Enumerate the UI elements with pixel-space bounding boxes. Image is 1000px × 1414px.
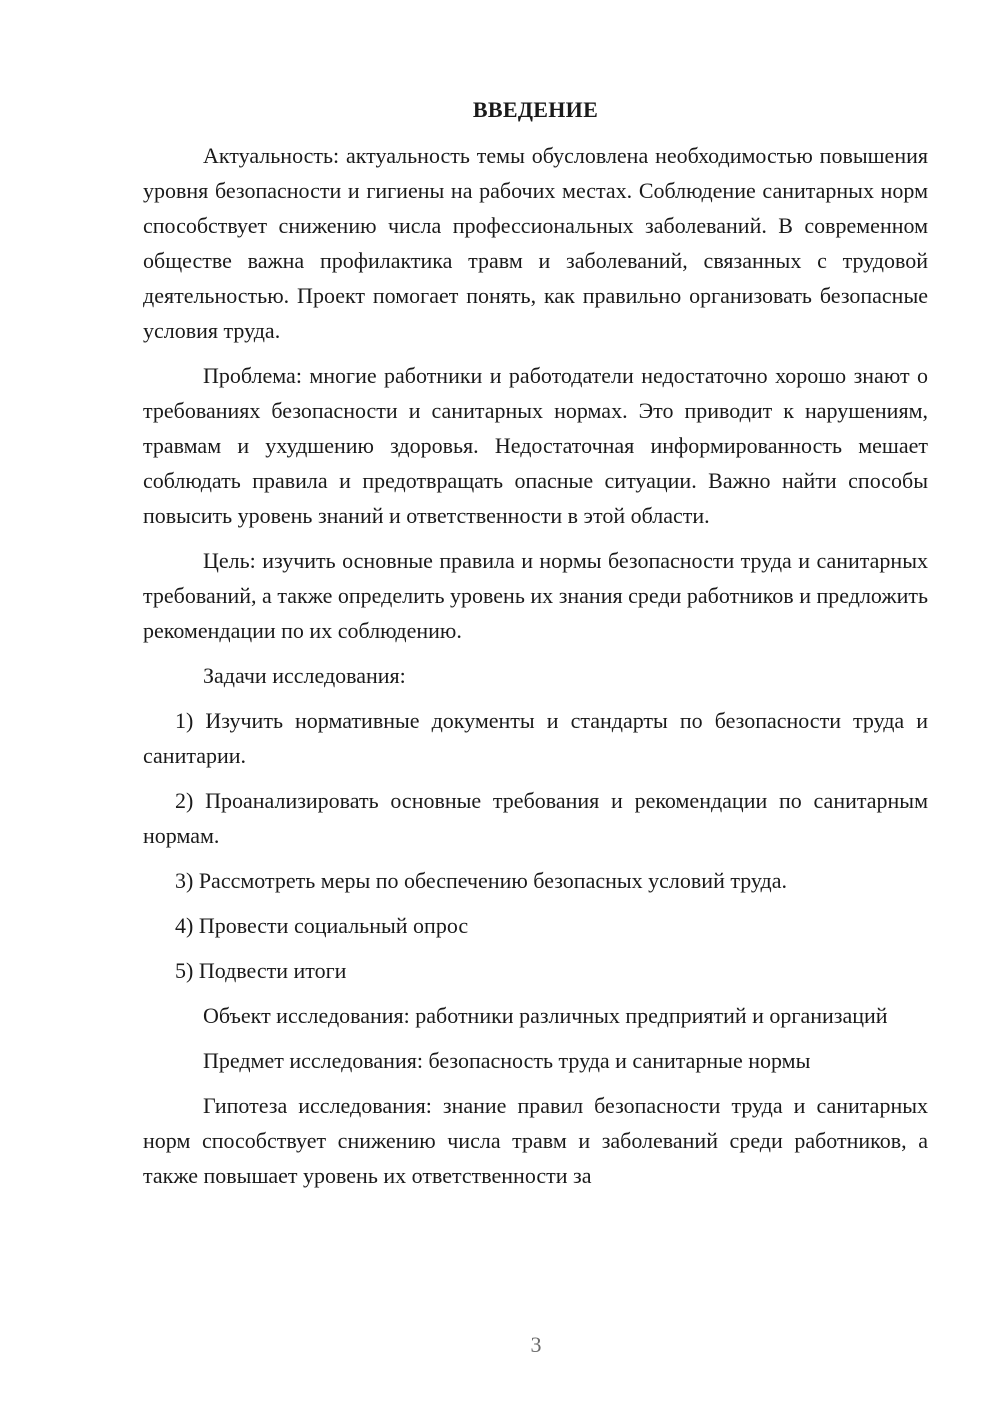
document-page bbox=[143, 96, 928, 1203]
task-item: 3) Рассмотреть меры по обеспечению безопасных условий труда. bbox=[175, 868, 788, 893]
hypothesis-paragraph: Гипотеза исследования: знание правил безопасности труда и санитарных норм способствует снижению числа травм и заболеваний среди работников, а также повышает уровень их ответственности за bbox=[143, 1093, 928, 1188]
tasks-title: Задачи исследования: bbox=[203, 663, 406, 688]
page-number: 3 bbox=[530, 1332, 542, 1357]
tasks-list bbox=[143, 703, 928, 988]
object-paragraph: Объект исследования: работники различных предприятий и организаций bbox=[203, 1003, 888, 1028]
task-item: 5) Подвести итоги bbox=[175, 958, 347, 983]
subject-paragraph: Предмет исследования: безопасность труда и санитарные нормы bbox=[203, 1048, 811, 1073]
goal-paragraph: Цель: изучить основные правила и нормы безопасности труда и санитарных требований, а также определить уровень их знания среди работников и предложить рекомендации по их соблюдению. bbox=[143, 548, 928, 643]
section-heading: ВВЕДЕНИЕ bbox=[472, 97, 599, 122]
task-item: 2) Проанализировать основные требования и рекомендации по санитарным нормам. bbox=[143, 788, 928, 848]
problem-paragraph: Проблема: многие работники и работодатели недостаточно хорошо знают о требованиях безопасности и санитарных нормах. Это приводит к нарушениям, травмам и ухудшению здоровья. Недостаточная информированность мешает соблюдать правила и предотвращать опасные ситуации. Важно найти способы повысить уровень знаний и ответственности в этой области. bbox=[143, 363, 928, 528]
task-item: 1) Изучить нормативные документы и стандарты по безопасности труда и санитарии. bbox=[143, 708, 928, 768]
relevance-paragraph: Актуальность: актуальность темы обусловлена необходимостью повышения уровня безопасности и гигиены на рабочих местах. Соблюдение санитарных норм способствует снижению числа профессиональных заболеваний. В современном обществе важна профилактика травм и заболеваний, связанных с трудовой деятельностью. Проект помогает понять, как правильно организовать безопасные условия труда. bbox=[143, 143, 928, 343]
task-item: 4) Провести социальный опрос bbox=[175, 913, 469, 938]
